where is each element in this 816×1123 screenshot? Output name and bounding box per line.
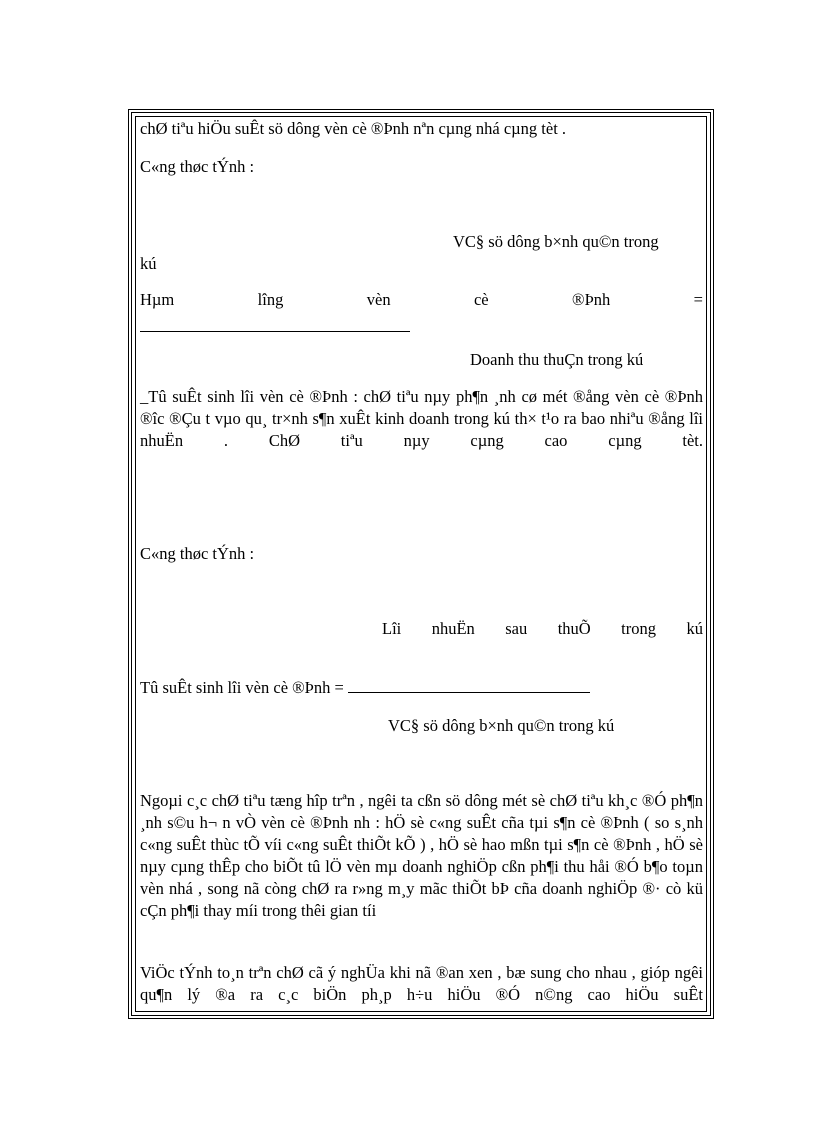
formula1-denominator-cont: kú xyxy=(140,254,157,273)
formula1-denominator: VC§ sö dông b×nh qu©n trong xyxy=(453,232,659,251)
formula1-lhs xyxy=(140,290,703,310)
formula2-word: thuÕ xyxy=(557,619,591,638)
fraction-bar xyxy=(140,331,410,332)
formula1-word: Hµm xyxy=(140,290,175,309)
formula2-word: Lîi xyxy=(382,619,402,638)
formula2-numerator xyxy=(382,619,703,639)
formula1-numerator: Doanh thu thuÇn trong kú xyxy=(470,350,644,369)
formula1-equals: = xyxy=(693,290,703,309)
formula1-word: cè xyxy=(473,290,489,309)
formula1-word: vèn xyxy=(366,290,391,309)
formula2-label: C«ng thøc tÝnh : xyxy=(140,544,255,563)
formula2-lhs xyxy=(140,678,590,698)
fraction-bar xyxy=(348,678,590,693)
formula1-label: C«ng thøc tÝnh : xyxy=(140,157,255,176)
paragraph-other-indicators: Ngoµi c¸c chØ tiªu tæng hîp trªn , ngêi ta cßn sö dông mét sè chØ tiªu kh¸c ®Ó ph¶n ¸nh s©u h¬ n vÒ vèn cè ®Þnh nh : hÖ sè c«ng suÊt cña tµi s¶n cè ®Þnh ( so s¸nh c«ng suÊt thùc tÕ víi c«ng suÊt thiÕt kÕ ) , hÖ sè hao mßn tµi s¶n cè ®Þnh , hÖ sè nµy cµng thÊp cho biÕt tû lÖ vèn mµ doanh nghiÖp cßn ph¶i thu håi ®Ó b¶o toµn vèn nhá , song nã còng chØ ra r»ng m¸y mãc thiÕt bÞ cña doanh nghiÖp ®· cò kü cÇn ph¶i thay míi trong thêi gian tíi xyxy=(140,791,703,920)
formula1-word: lîng xyxy=(257,290,284,309)
text-line-1: chØ tiªu hiÖu suÊt sö dông vèn cè ®Þnh nªn cµng nhá cµng tèt . xyxy=(140,119,567,138)
formula2-word: trong xyxy=(621,619,656,638)
formula2-lhs-text: Tû suÊt sinh lîi vèn cè ®Þnh = xyxy=(140,678,344,697)
formula2-word: kú xyxy=(686,619,703,638)
formula2-denominator: VC§ sö dông b×nh qu©n trong kú xyxy=(388,716,615,735)
paragraph-profit-rate: _Tû suÊt sinh lîi vèn cè ®Þnh : chØ tiªu nµy ph¶n ¸nh cø mét ®ång vèn cè ®Þnh ®îc ®Çu t vµo qu¸ tr×nh s¶n xuÊt kinh doanh trong kú th× t¹o ra bao nhiªu ®ång lîi nhuËn . ChØ tiªu nµy cµng cao cµng tèt. xyxy=(140,387,703,450)
formula1-word: ®Þnh xyxy=(572,290,611,309)
formula2-word: nhuËn xyxy=(431,619,475,638)
formula2-word: sau xyxy=(505,619,528,638)
paragraph-conclusion: ViÖc tÝnh to¸n trªn chØ cã ý nghÜa khi nã ®an xen , bæ sung cho nhau , gióp ngêi qu¶n lý ®a ra c¸c biÖn ph¸p h÷u hiÖu ®Ó n©ng cao hiÖu suÊt xyxy=(140,963,703,1004)
